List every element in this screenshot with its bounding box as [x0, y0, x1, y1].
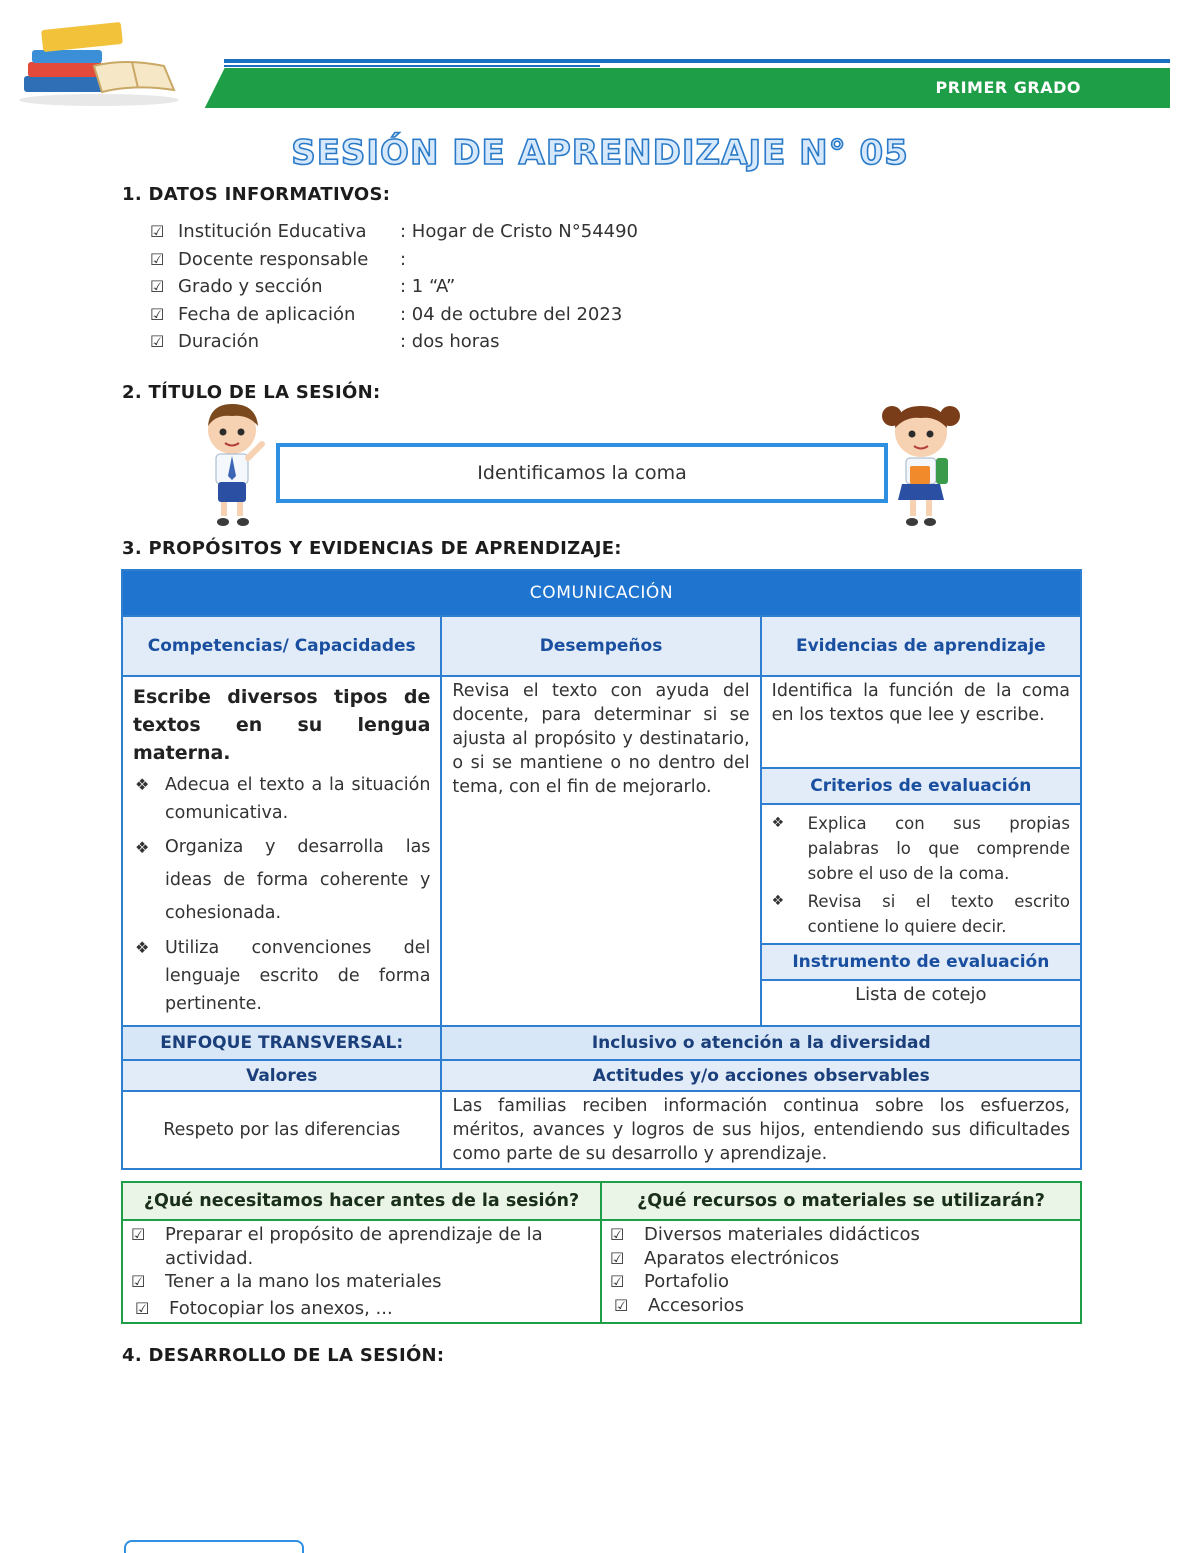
list-item: ❖ Adecua el texto a la situación comunicativa.: [133, 771, 430, 827]
evidencias-cell: [761, 676, 1081, 1027]
list-item: ☑ Portafolio: [609, 1271, 730, 1292]
column-header-recursos: ¿Qué recursos o materiales se utilizarán?: [601, 1182, 1081, 1220]
checkbox-icon: ☑: [150, 249, 165, 269]
girl-student-icon: [880, 400, 962, 530]
section-heading-propositos: 3. PROPÓSITOS Y EVIDENCIAS DE APRENDIZAJE:: [122, 538, 622, 559]
datos-label: Institución Educativa: [178, 221, 367, 243]
footer-tab: [124, 1540, 304, 1553]
boy-student-icon: [198, 400, 270, 530]
actitud-cell: Las familias reciben información continua sobre los esfuerzos, méritos, avances y logros de sus hijos, entendiendo sus dificultades como parte de su desarrollo y aprendizaje.: [441, 1091, 1081, 1169]
valor-cell: Respeto por las diferencias: [122, 1091, 441, 1169]
list-item: ☑ Aparatos electrónicos: [609, 1247, 840, 1269]
checkbox-icon: ☑: [609, 1248, 625, 1268]
list-item: ☑ Diversos materiales didácticos: [609, 1224, 920, 1245]
datos-value: : 1 “A”: [400, 276, 456, 298]
column-header-antes: ¿Qué necesitamos hacer antes de la sesión?: [122, 1182, 601, 1220]
list-item: ☑ Fotocopiar los anexos, ...: [135, 1297, 393, 1319]
datos-label: Fecha de aplicación: [178, 303, 356, 325]
datos-row: [150, 246, 638, 274]
section-heading-desarrollo: 4. DESARROLLO DE LA SESIÓN:: [122, 1345, 445, 1366]
list-item: ☑ Tener a la mano los materiales: [131, 1271, 442, 1292]
session-title-text: Identificamos la coma: [477, 462, 687, 484]
enfoque-label: ENFOQUE TRANSVERSAL:: [122, 1026, 441, 1060]
antes-list: [131, 1223, 592, 1320]
propositos-table: [121, 569, 1082, 1028]
checkbox-icon: ☑: [150, 222, 165, 242]
datos-label: Grado y sección: [178, 276, 323, 298]
checkbox-icon: ☑: [609, 1272, 625, 1291]
datos-row: [150, 273, 638, 301]
checkbox-icon: ☑: [135, 1298, 150, 1318]
header-blue-rule-thin: [224, 65, 600, 67]
page-header: [0, 0, 1200, 115]
diamond-bullet-icon: ❖: [771, 893, 785, 909]
session-title-box: [276, 443, 888, 503]
diamond-bullet-icon: ❖: [135, 775, 150, 794]
diamond-bullet-icon: ❖: [135, 838, 150, 857]
list-item: ❖ Revisa si el texto escrito contiene lo quiere decir.: [772, 889, 1070, 939]
diamond-bullet-icon: ❖: [135, 938, 150, 957]
column-header-actitudes: Actitudes y/o acciones observables: [441, 1060, 1081, 1091]
list-item: ☑ Accesorios: [613, 1294, 745, 1316]
section-heading-datos: 1. DATOS INFORMATIVOS:: [122, 184, 391, 205]
competencia-title: Escribe diversos tipos de textos en su lengua materna.: [133, 686, 431, 764]
datos-label: Docente responsable: [178, 248, 369, 270]
header-blue-rule: [224, 59, 1170, 63]
column-header-valores: Valores: [122, 1060, 441, 1091]
desempeno-cell: Revisa el texto con ayuda del docente, para determinar si se ajusta al propósito y destinatario, o si se mantiene o no dentro del tema, con el fin de mejorarlo.: [441, 676, 760, 1027]
column-header-evidencias: Evidencias de aprendizaje: [761, 616, 1081, 676]
checkbox-icon: ☑: [150, 332, 165, 352]
datos-value: : 04 de octubre del 2023: [400, 303, 623, 325]
competencias-cell: [122, 676, 441, 1027]
criterios-header: Criterios de evaluación: [762, 769, 1080, 805]
instrumento-value: Lista de cotejo: [855, 984, 987, 1005]
recursos-list: [610, 1223, 1072, 1317]
capacidades-list: [133, 771, 430, 1018]
criterios-list: [762, 805, 1080, 945]
books-illustration-icon: [14, 18, 184, 108]
datos-value: : dos horas: [400, 331, 500, 353]
evidencia-text: Identifica la función de la coma en los textos que lee y escribe.: [762, 677, 1080, 769]
list-item: ❖ Explica con sus propias palabras lo que comprende sobre el uso de la coma.: [772, 811, 1070, 886]
diamond-bullet-icon: ❖: [771, 815, 785, 831]
column-header-competencias: Competencias/ Capacidades: [122, 616, 441, 676]
list-item: ❖ Organiza y desarrolla las ideas de forma coherente y cohesionada.: [133, 831, 430, 930]
section-heading-titulo: 2. TÍTULO DE LA SESIÓN:: [122, 382, 381, 403]
datos-row: [150, 301, 638, 329]
checkbox-icon: ☑: [609, 1225, 625, 1244]
checkbox-icon: ☑: [150, 304, 165, 324]
datos-row: [150, 328, 638, 356]
enfoque-table: [121, 1025, 1082, 1170]
area-header: COMUNICACIÓN: [122, 570, 1081, 616]
checkbox-icon: ☑: [131, 1272, 146, 1291]
datos-label: Duración: [178, 331, 260, 353]
datos-list: [150, 218, 638, 356]
column-header-desempenos: Desempeños: [441, 616, 760, 676]
checkbox-icon: ☑: [131, 1225, 146, 1244]
checkbox-icon: ☑: [150, 277, 165, 297]
datos-value: : Hogar de Cristo N°54490: [400, 221, 638, 243]
page-title: SESIÓN DE APRENDIZAJE N° 05: [291, 133, 909, 173]
list-item: ❖ Utiliza convenciones del lenguaje escrito de forma pertinente.: [133, 934, 430, 1018]
antes-cell: [122, 1220, 601, 1323]
datos-row: [150, 218, 638, 246]
grade-label: PRIMER GRADO: [935, 78, 1081, 97]
list-item: ☑ Preparar el propósito de aprendizaje de la actividad.: [131, 1224, 543, 1269]
datos-value: :: [400, 248, 407, 270]
enfoque-name: Inclusivo o atención a la diversidad: [441, 1026, 1081, 1060]
instrumento-header: Instrumento de evaluación: [762, 945, 1080, 981]
checkbox-icon: ☑: [613, 1295, 629, 1315]
recursos-cell: [601, 1220, 1081, 1323]
preparacion-table: [121, 1181, 1082, 1324]
